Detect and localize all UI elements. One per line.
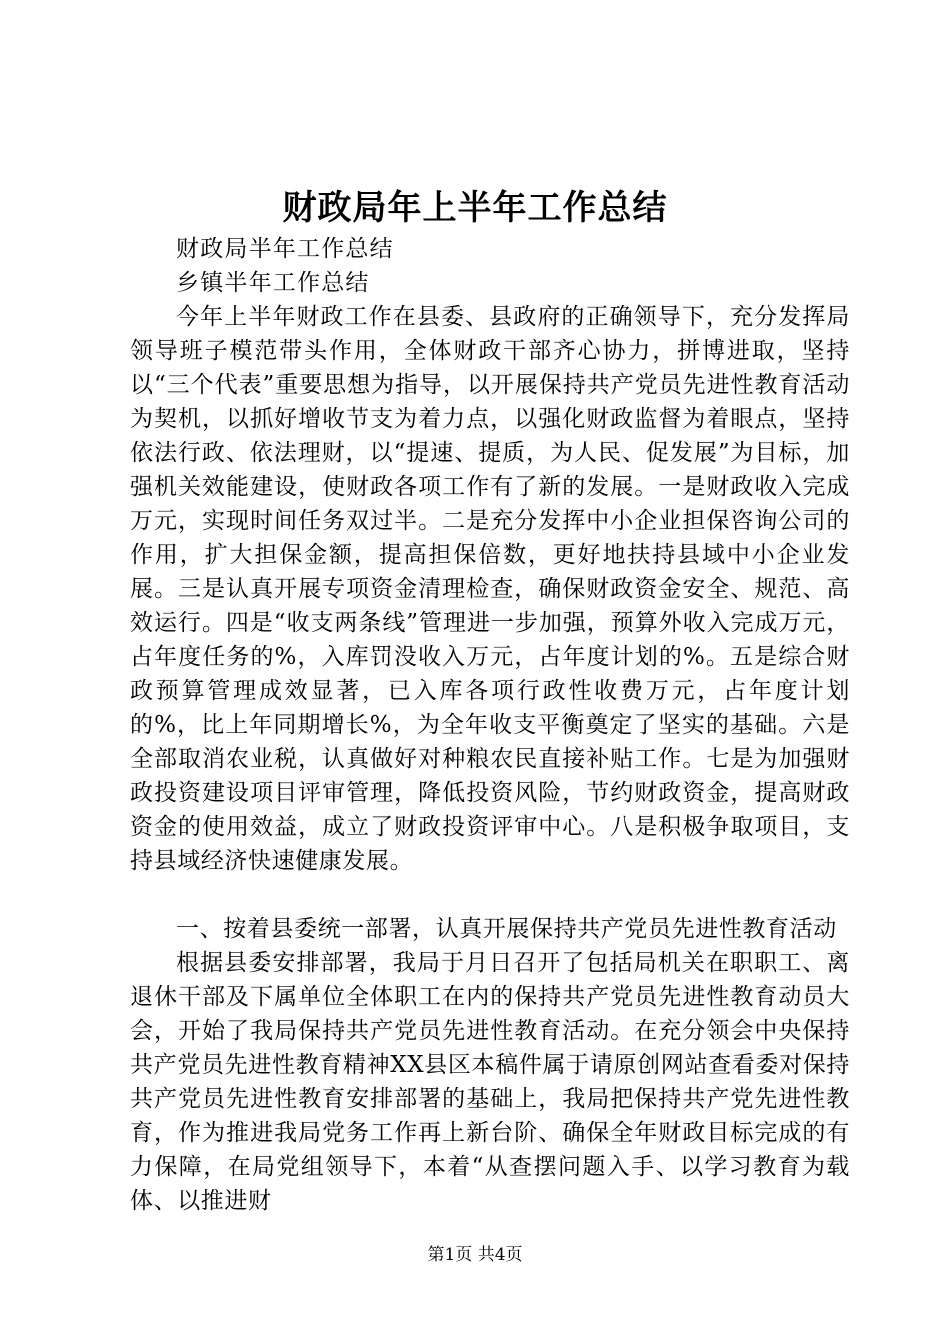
document-title: 财政局年上半年工作总结: [282, 188, 668, 228]
subtitle-line: 财政局半年工作总结: [176, 236, 394, 262]
body-paragraph: 今年上半年财政工作在县委、县政府的正确领导下，充分发挥局领导班子模范带头作用，全体财政干部齐心协力，拼博进取，坚持以“三个代表”重要思想为指导，以开展保持共产党员先进性教育活动为契机，以抓好增收节支为着力点，以强化财政监督为着眼点，坚持依法行政、依法理财，以“提速、提质，为人民、促发展”为目标，加强机关效能建设，使财政各项工作有了新的发展。一是财政收入完成万元，实现时间任务双过半。二是充分发挥中小企业担保咨询公司的作用，扩大担保金额，提高担保倍数，更好地扶持县域中小企业发展。三是认真开展专项资金清理检查，确保财政资金安全、规范、高效运行。四是“收支两条线”管理进一步加强，预算外收入完成万元，占年度任务的%，入库罚没收入万元，占年度计划的%。五是综合财政预算管理成效显著，已入库各项行政性收费万元，占年度计划的%，比上年同期增长%，为全年收支平衡奠定了坚实的基础。六是全部取消农业税，认真做好对种粮农民直接补贴工作。七是为加强财政投资建设项目评审管理，降低投资风险，节约财政资金，提高财政资金的使用效益，成立了财政投资评审中心。八是积极争取项目，支持县域经济快速健康发展。: [130, 304, 850, 874]
document-body: [130, 232, 850, 1218]
subtitle-line: 乡镇半年工作总结: [176, 270, 370, 296]
page-number: 第1页 共4页: [427, 1245, 523, 1265]
section-heading: 一、按着县委统一部署，认真开展保持共产党员先进性教育活动: [176, 916, 837, 942]
body-paragraph: 根据县委安排部署，我局于月日召开了包括局机关在职职工、离退休干部及下属单位全体职工在内的保持共产党员先进性教育动员大会，开始了我局保持共产党员先进性教育活动。在充分领会中央保持共产党员先进性教育精神XX县区本稿件属于请原创网站查看委对保持共产党员先进性教育安排部署的基础上，我局把保持共产党先进性教育，作为推进我局党务工作再上新台阶、确保全年财政目标完成的有力保障，在局党组领导下，本着“从查摆问题入手、以学习教育为载体、以推进财: [130, 950, 850, 1214]
paragraph-spacer: [130, 878, 850, 912]
